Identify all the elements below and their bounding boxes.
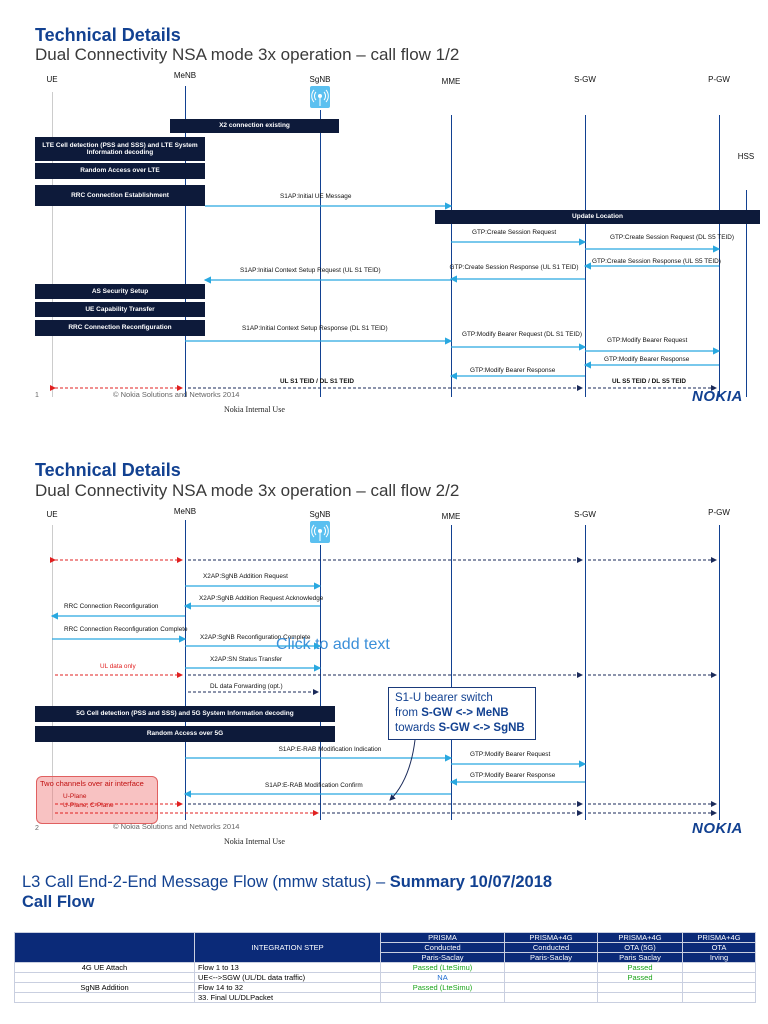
table-row: 4G UE Attach Flow 1 to 13 Passed (LteSimu) Passed xyxy=(15,963,756,973)
entity-menb: MeNB xyxy=(173,71,197,80)
table-row: SgNB Addition Flow 14 to 32 Passed (LteSimu) xyxy=(15,983,756,993)
slide1-subtitle: Dual Connectivity NSA mode 3x operation – call flow 1/2 xyxy=(35,45,460,64)
box-5g-cell-detection: 5G Cell detection (PSS and SSS) and 5G System Information decoding xyxy=(35,706,335,722)
entity-hss: HSS xyxy=(737,152,755,161)
header-col3: PRISMA+4G xyxy=(598,933,683,943)
entity-sgw: S-GW xyxy=(574,510,596,519)
air-note-u-plane: U-Plane xyxy=(63,793,87,800)
entity-mme: MME xyxy=(441,512,461,521)
placeholder-text[interactable]: Click to add text xyxy=(276,636,390,653)
msg-ics-request: S1AP:Initial Context Setup Request (UL S1 TEID) xyxy=(240,267,381,274)
msg-modify-bearer-req-dl: GTP:Modify Bearer Request (DL S1 TEID) xyxy=(462,331,583,338)
msg-sgnb-add-req: X2AP:SgNB Addition Request xyxy=(203,573,288,580)
entity-menb: MeNB xyxy=(173,507,197,516)
slide1-internal: Nokia Internal Use xyxy=(224,405,285,414)
msg-rrc-reconf-complete: RRC Connection Reconfiguration Complete xyxy=(64,626,188,633)
slide3-title-line2: Call Flow xyxy=(22,893,95,911)
nokia-logo: NOKIA xyxy=(692,388,743,405)
site-col2: Paris-Saclay xyxy=(505,953,598,963)
header-col1: PRISMA xyxy=(381,933,505,943)
mode-col2: Conducted xyxy=(505,943,598,953)
msg-create-session-req-dl: GTP:Create Session Request (DL S5 TEID) xyxy=(610,234,734,241)
header-integration-step: INTEGRATION STEP xyxy=(195,933,381,963)
msg-modify-bearer-resp-pgw: GTP:Modify Bearer Response xyxy=(604,356,690,363)
box-rrc-reconfiguration: RRC Connection Reconfiguration xyxy=(35,320,205,336)
entity-ue: UE xyxy=(46,510,58,519)
msg-sgnb-add-ack: X2AP:SgNB Addition Request Acknowledge xyxy=(199,595,324,602)
callout-line1: S1-U bearer switch xyxy=(395,692,493,704)
table-row: 33. Final UL/DLPacket xyxy=(15,993,756,1003)
msg-dl-forwarding: DL data Forwarding (opt.) xyxy=(210,683,283,690)
msg-ics-response: S1AP:Initial Context Setup Response (DL S1 TEID) xyxy=(242,325,388,332)
mode-col4: OTA xyxy=(683,943,756,953)
slide2-title: Technical Details xyxy=(35,460,181,480)
box-as-security: AS Security Setup xyxy=(35,284,205,299)
msg-initial-ue: S1AP:Initial UE Message xyxy=(280,193,352,200)
entity-pgw: P-GW xyxy=(708,508,730,517)
header-col4: PRISMA+4G xyxy=(683,933,756,943)
slide2-internal: Nokia Internal Use xyxy=(224,837,285,846)
msg-erab-mod-ind: S1AP:E-RAB Modification Indication xyxy=(278,746,382,753)
header-col2: PRISMA+4G xyxy=(505,933,598,943)
air-note-title: Two channels over air interface xyxy=(40,779,144,788)
slide2-subtitle: Dual Connectivity NSA mode 3x operation – call flow 2/2 xyxy=(35,481,460,500)
box-update-location: Update Location xyxy=(435,210,760,224)
site-col4: Irving xyxy=(683,953,756,963)
nokia-logo: NOKIA xyxy=(692,820,743,837)
slide1-number: 1 xyxy=(35,392,39,399)
msg-create-session-resp-s1: GTP:Create Session Response (UL S1 TEID) xyxy=(449,264,579,271)
msg-modify-bearer-resp-mme: GTP:Modify Bearer Response xyxy=(470,367,556,374)
msg-sn-status: X2AP:SN Status Transfer xyxy=(210,656,283,663)
box-lte-cell-detection: LTE Cell detection (PSS and SSS) and LTE System Information decoding xyxy=(35,137,205,161)
site-col3: Paris Saclay xyxy=(598,953,683,963)
msg-create-session-resp-ul: GTP:Create Session Response (UL S5 TEID) xyxy=(592,258,721,265)
box-ue-capability: UE Capability Transfer xyxy=(35,302,205,317)
entity-pgw: P-GW xyxy=(708,75,730,84)
summary-table xyxy=(14,932,756,1003)
box-x2-existing: X2 connection existing xyxy=(170,119,339,133)
box-random-access-5g: Random Access over 5G xyxy=(35,726,335,742)
msg-teid-s5: UL S5 TEID / DL S5 TEID xyxy=(612,378,686,385)
slide3-title: L3 Call End-2-End Message Flow (mmw status) – Summary 10/07/2018 xyxy=(22,873,553,891)
callout-line3: towards S-GW <-> SgNB xyxy=(395,722,525,734)
table-row: UE<-->SGW (UL/DL data traffic) NA Passed xyxy=(15,973,756,983)
entity-sgnb: SgNB xyxy=(309,75,331,84)
msg-teid-s1: UL S1 TEID / DL S1 TEID xyxy=(280,378,354,385)
box-random-access-lte: Random Access over LTE xyxy=(35,163,205,179)
air-note-uc-plane: U-Plane, C-Plane xyxy=(63,802,114,809)
entity-ue: UE xyxy=(46,75,58,84)
callout-line2: from S-GW <-> MeNB xyxy=(395,707,509,719)
slide1-footer: © Nokia Solutions and Networks 2014 xyxy=(113,390,240,399)
msg-modify-bearer-req-2: GTP:Modify Bearer Request xyxy=(470,751,551,758)
slide2-number: 2 xyxy=(35,825,39,832)
mode-col3: OTA (5G) xyxy=(598,943,683,953)
entity-sgnb: SgNB xyxy=(309,510,331,519)
slide2-footer: © Nokia Solutions and Networks 2014 xyxy=(113,822,240,831)
box-rrc-establishment: RRC Connection Establishment xyxy=(35,185,205,206)
msg-sgnb-reconf-complete: X2AP:SgNB Reconfiguration Complete xyxy=(200,634,311,641)
msg-create-session-req: GTP:Create Session Request xyxy=(472,229,557,236)
msg-rrc-reconf: RRC Connection Reconfiguration xyxy=(64,603,159,610)
msg-modify-bearer-resp-2: GTP:Modify Bearer Response xyxy=(470,772,556,779)
msg-erab-mod-confirm: S1AP:E-RAB Modification Confirm xyxy=(265,782,363,789)
mode-col1: Conducted xyxy=(381,943,505,953)
entity-mme: MME xyxy=(441,77,461,86)
entity-sgw: S-GW xyxy=(574,75,596,84)
msg-modify-bearer-req: GTP:Modify Bearer Request xyxy=(607,337,688,344)
header-blank xyxy=(15,933,195,963)
site-col1: Paris-Saclay xyxy=(381,953,505,963)
slide1-title: Technical Details xyxy=(35,25,181,45)
msg-ul-data-only: UL data only xyxy=(100,663,136,670)
